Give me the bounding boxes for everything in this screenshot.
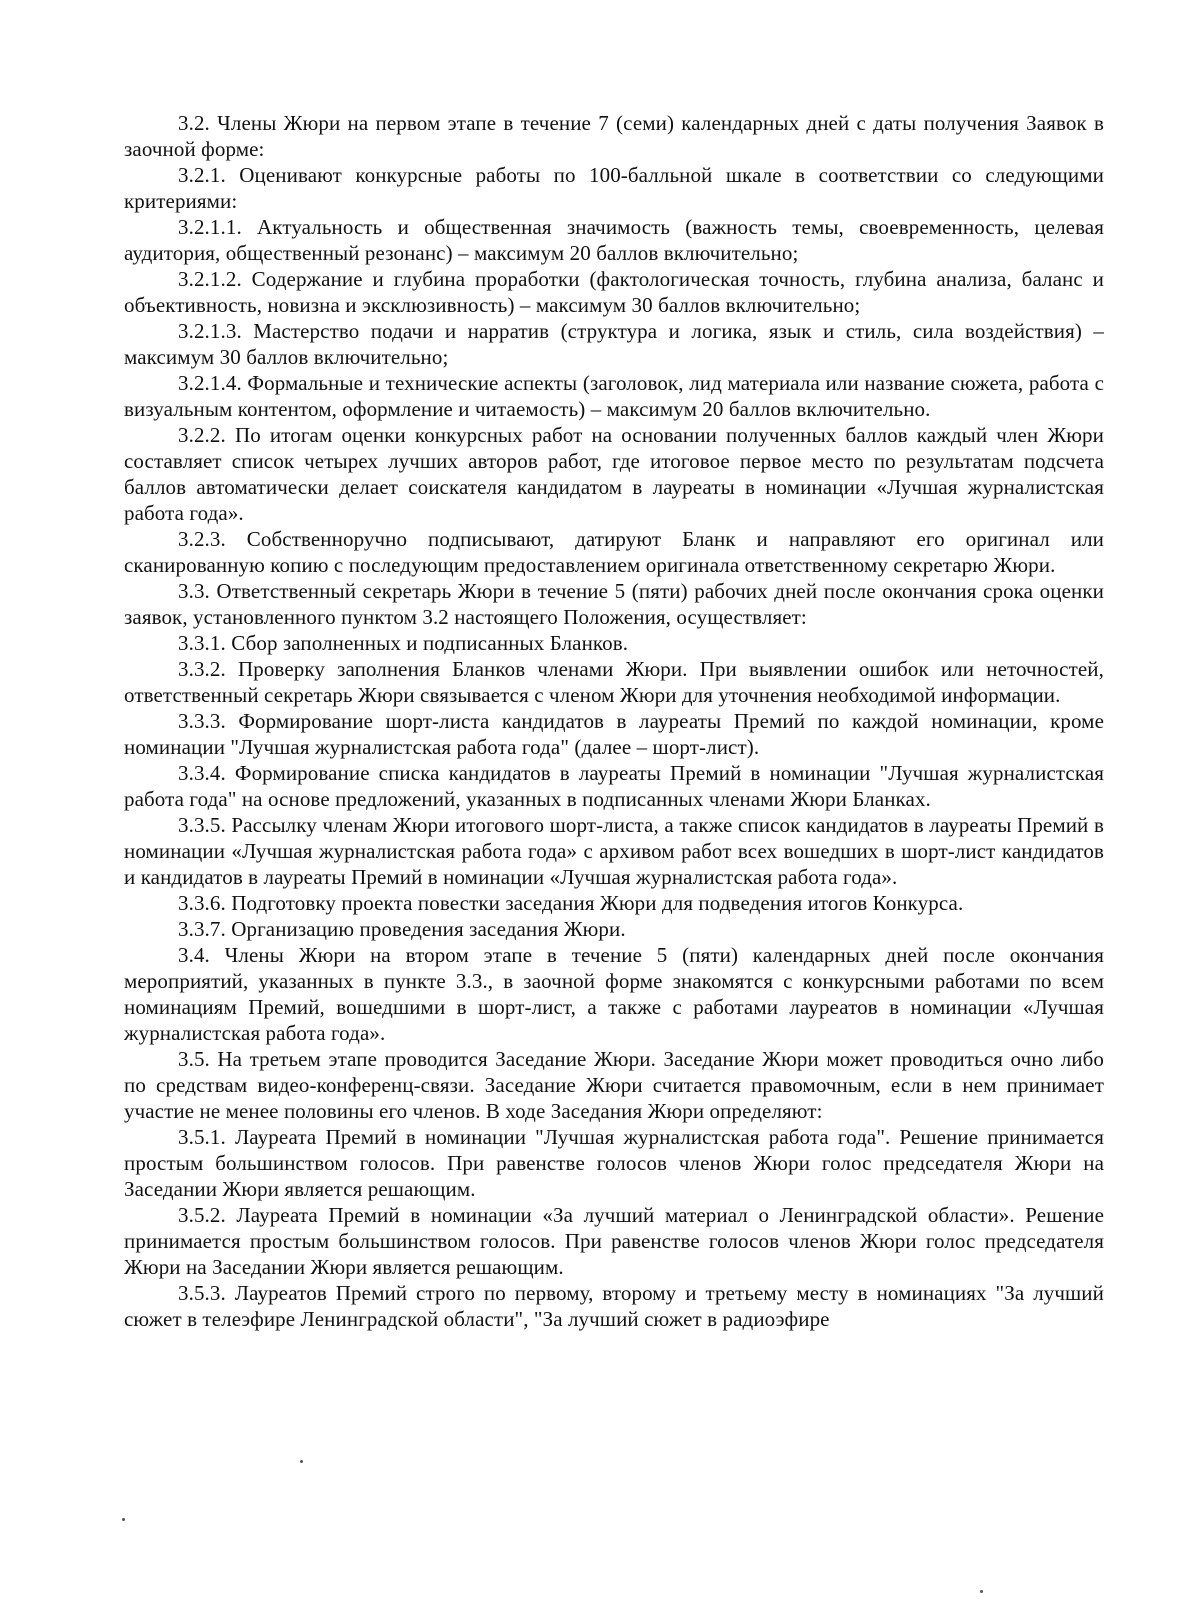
paragraph-3-3-1: 3.3.1. Сбор заполненных и подписанных Бланков. [178,631,629,655]
paragraph-3-4: 3.4. Члены Жюри на втором этапе в течение 5 (пяти) календарных дней после окончания мероприятий, указанных в пункте 3.3., в заочной форме знакомятся с конкурсными работами по всем номинациям Премий, вошедшими в шорт-лист, а также с работами лауреатов в номинации «Лучшая журналистская работа года». [124,943,1104,1045]
paragraph-3-2-2: 3.2.2. По итогам оценки конкурсных работ на основании полученных баллов каждый член Жюри составляет список четырех лучших авторов работ, где итоговое первое место по результатам подсчета баллов автоматически делает соискателя кандидатом в лауреаты в номинации «Лучшая журналистская работа года». [124,423,1104,525]
paragraph-3-5-2: 3.5.2. Лауреата Премий в номинации «За лучший материал о Ленинградской области». Решение принимается простым большинством голосов. При равенстве голосов членов Жюри голос председателя Жюри на Заседании Жюри является решающим. [124,1203,1104,1279]
paragraph-3-2-1: 3.2.1. Оценивают конкурсные работы по 100-балльной шкале в соответствии со следующими критериями: [124,163,1104,213]
paragraph-3-5-1: 3.5.1. Лауреата Премий в номинации "Лучшая журналистская работа года". Решение принимается простым большинством голосов. При равенстве голосов членов Жюри голос председателя Жюри на Заседании Жюри является решающим. [124,1125,1104,1201]
paragraph-3-3: 3.3. Ответственный секретарь Жюри в течение 5 (пяти) рабочих дней после окончания срока оценки заявок, установленного пунктом 3.2 настоящего Положения, осуществляет: [124,579,1104,629]
paragraph-3-3-2: 3.3.2. Проверку заполнения Бланков членами Жюри. При выявлении ошибок или неточностей, ответственный секретарь Жюри связывается с членом Жюри для уточнения необходимой информации. [124,657,1104,707]
scan-speck [300,1460,303,1463]
paragraph-3-2-1-4: 3.2.1.4. Формальные и технические аспекты (заголовок, лид материала или название сюжета, работа с визуальным контентом, оформление и читаемость) – максимум 20 баллов включительно. [124,371,1104,421]
paragraph-3-5: 3.5. На третьем этапе проводится Заседание Жюри. Заседание Жюри может проводиться очно либо по средствам видео-конференц-связи. Заседание Жюри считается правомочным, если в нем принимает участие не менее половины его членов. В ходе Заседания Жюри определяют: [124,1047,1104,1123]
paragraph-3-5-3: 3.5.3. Лауреатов Премий строго по первому, второму и третьему месту в номинациях "За лучший сюжет в телеэфире Ленинградской области", "За лучший сюжет в радиоэфире [124,1281,1104,1331]
paragraph-3-3-5: 3.3.5. Рассылку членам Жюри итогового шорт-листа, а также список кандидатов в лауреаты Премий в номинации «Лучшая журналистская работа года» с архивом работ всех вошедших в шорт-лист кандидатов и кандидатов в лауреаты Премий в номинации «Лучшая журналистская работа года». [124,813,1104,889]
paragraph-3-3-3: 3.3.3. Формирование шорт-листа кандидатов в лауреаты Премий по каждой номинации, кроме номинации "Лучшая журналистская работа года" (далее – шорт-лист). [124,709,1104,759]
scan-speck [122,1518,125,1521]
paragraph-3-3-7: 3.3.7. Организацию проведения заседания Жюри. [178,917,626,941]
paragraph-3-2: 3.2. Члены Жюри на первом этапе в течение 7 (семи) календарных дней с даты получения Заявок в заочной форме: [124,111,1104,161]
paragraph-3-2-1-1: 3.2.1.1. Актуальность и общественная значимость (важность темы, своевременность, целевая аудитория, общественный резонанс) – максимум 20 баллов включительно; [124,215,1104,265]
scan-speck [980,1590,983,1593]
paragraph-3-2-1-2: 3.2.1.2. Содержание и глубина проработки (фактологическая точность, глубина анализа, баланс и объективность, новизна и эксклюзивность) – максимум 30 баллов включительно; [124,267,1104,317]
paragraph-3-3-6: 3.3.6. Подготовку проекта повестки заседания Жюри для подведения итогов Конкурса. [178,891,964,915]
paragraph-3-2-3: 3.2.3. Собственноручно подписывают, датируют Бланк и направляют его оригинал или сканированную копию с последующим предоставлением оригинала ответственному секретарю Жюри. [124,527,1104,577]
document-body [124,110,1104,1332]
paragraph-3-3-4: 3.3.4. Формирование списка кандидатов в лауреаты Премий в номинации "Лучшая журналистская работа года" на основе предложений, указанных в подписанных членами Жюри Бланках. [124,761,1104,811]
paragraph-3-2-1-3: 3.2.1.3. Мастерство подачи и нарратив (структура и логика, язык и стиль, сила воздействия) – максимум 30 баллов включительно; [124,319,1104,369]
